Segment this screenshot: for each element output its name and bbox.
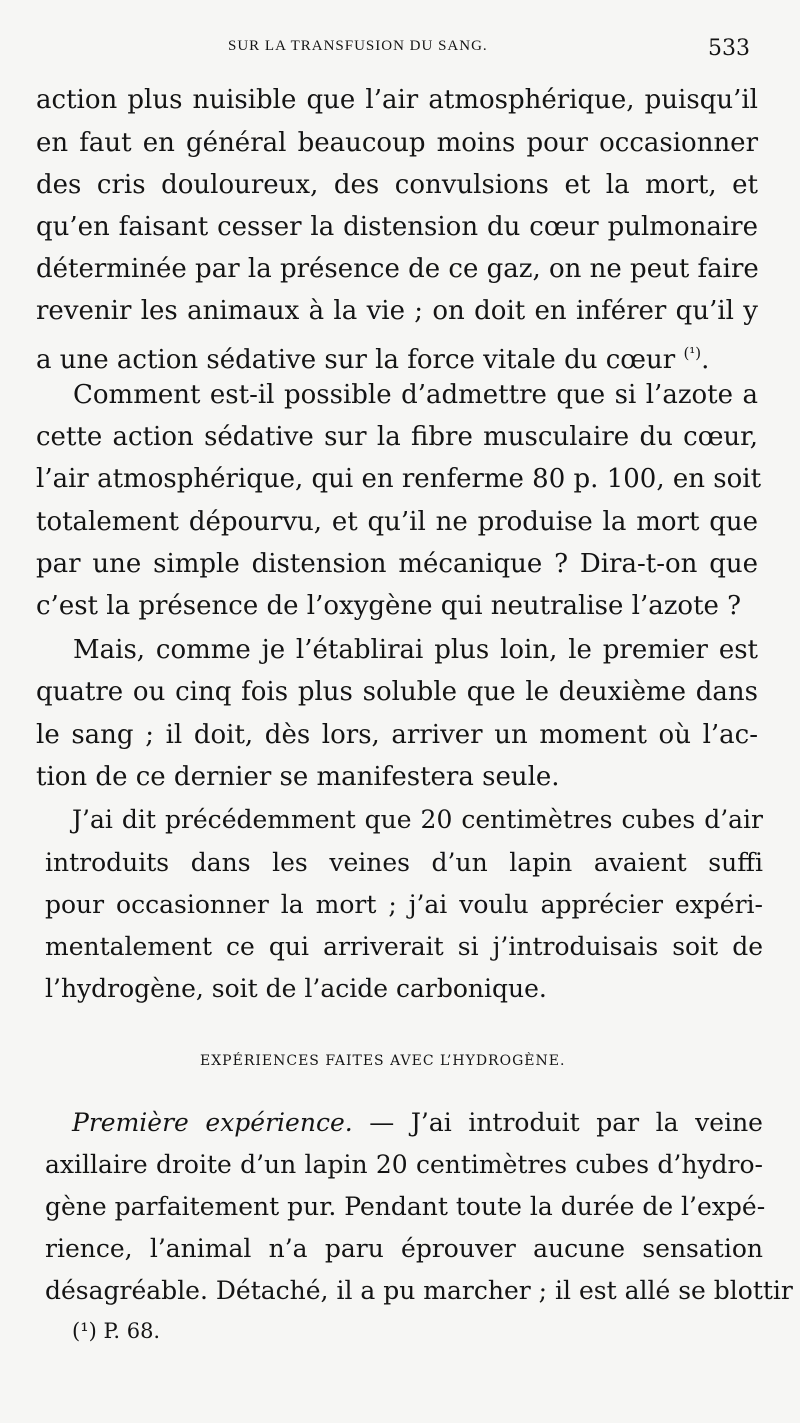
- running-head: [0, 36, 800, 66]
- section-heading: EXPÉRIENCES FAITES AVEC L’HYDROGÈNE.: [200, 1053, 566, 1069]
- text-line: désagréable. Détaché, il a pu marcher ; il est allé se blottir: [45, 1276, 793, 1305]
- text-line: action plus nuisible que l’air atmosphérique, puisqu’il: [36, 85, 758, 115]
- text-line: qu’en faisant cesser la distension du cœur pulmonaire: [36, 212, 758, 242]
- text-line: mentalement ce qui arriverait si j’introduisais soit de: [45, 932, 763, 961]
- text-line: rience, l’animal n’a paru éprouver aucune sensation: [45, 1234, 763, 1263]
- text-fragment: a une action sédative sur la force vitale du cœur: [36, 345, 676, 375]
- text-line: cette action sédative sur la fibre musculaire du cœur,: [36, 422, 758, 452]
- text-fragment: .: [701, 345, 710, 375]
- text-line: en faut en général beaucoup moins pour occasionner: [36, 128, 758, 158]
- text-line: l’hydrogène, soit de l’acide carbonique.: [45, 974, 547, 1003]
- text-line: axillaire droite d’un lapin 20 centimètres cubes d’hydro-: [45, 1150, 763, 1179]
- text-line: déterminée par la présence de ce gaz, on ne peut faire: [36, 254, 759, 284]
- footnote: (¹) P. 68.: [72, 1319, 161, 1343]
- text-line: quatre ou cinq fois plus soluble que le deuxième dans: [36, 677, 758, 707]
- footnote-reference: (¹): [683, 344, 702, 362]
- text-line: revenir les animaux à la vie ; on doit en inférer qu’il y: [36, 296, 758, 326]
- text-line: [72, 1106, 763, 1139]
- text-line: totalement dépourvu, et qu’il ne produise la mort que: [36, 507, 758, 537]
- running-title: SUR LA TRANSFUSION DU SANG.: [228, 38, 488, 54]
- experiment-title: Première expérience.: [72, 1108, 353, 1137]
- text-line: tion de ce dernier se manifestera seule.: [36, 762, 560, 792]
- text-line: gène parfaitement pur. Pendant toute la durée de l’expé-: [45, 1192, 766, 1221]
- text-line: c’est la présence de l’oxygène qui neutralise l’azote ?: [36, 591, 742, 621]
- text-line: des cris douloureux, des convulsions et la mort, et: [36, 170, 758, 200]
- text-line: introduits dans les veines d’un lapin avaient suffi: [45, 848, 763, 877]
- text-line: le sang ; il doit, dès lors, arriver un moment où l’ac-: [36, 720, 758, 750]
- text-line: Mais, comme je l’établirai plus loin, le premier est: [73, 635, 758, 665]
- text-line: par une simple distension mécanique ? Dira-t-on que: [36, 549, 758, 579]
- page-number: 533: [708, 36, 750, 61]
- text-line: Comment est-il possible d’admettre que si l’azote a: [73, 380, 758, 410]
- text-line: [36, 336, 758, 375]
- text-line: l’air atmosphérique, qui en renferme 80 p. 100, en soit: [36, 464, 762, 494]
- text-line: pour occasionner la mort ; j’ai voulu apprécier expéri-: [45, 890, 763, 919]
- text-fragment: — J’ai introduit par la veine: [352, 1108, 763, 1137]
- text-line: J’ai dit précédemment que 20 centimètres cubes d’air: [72, 805, 763, 834]
